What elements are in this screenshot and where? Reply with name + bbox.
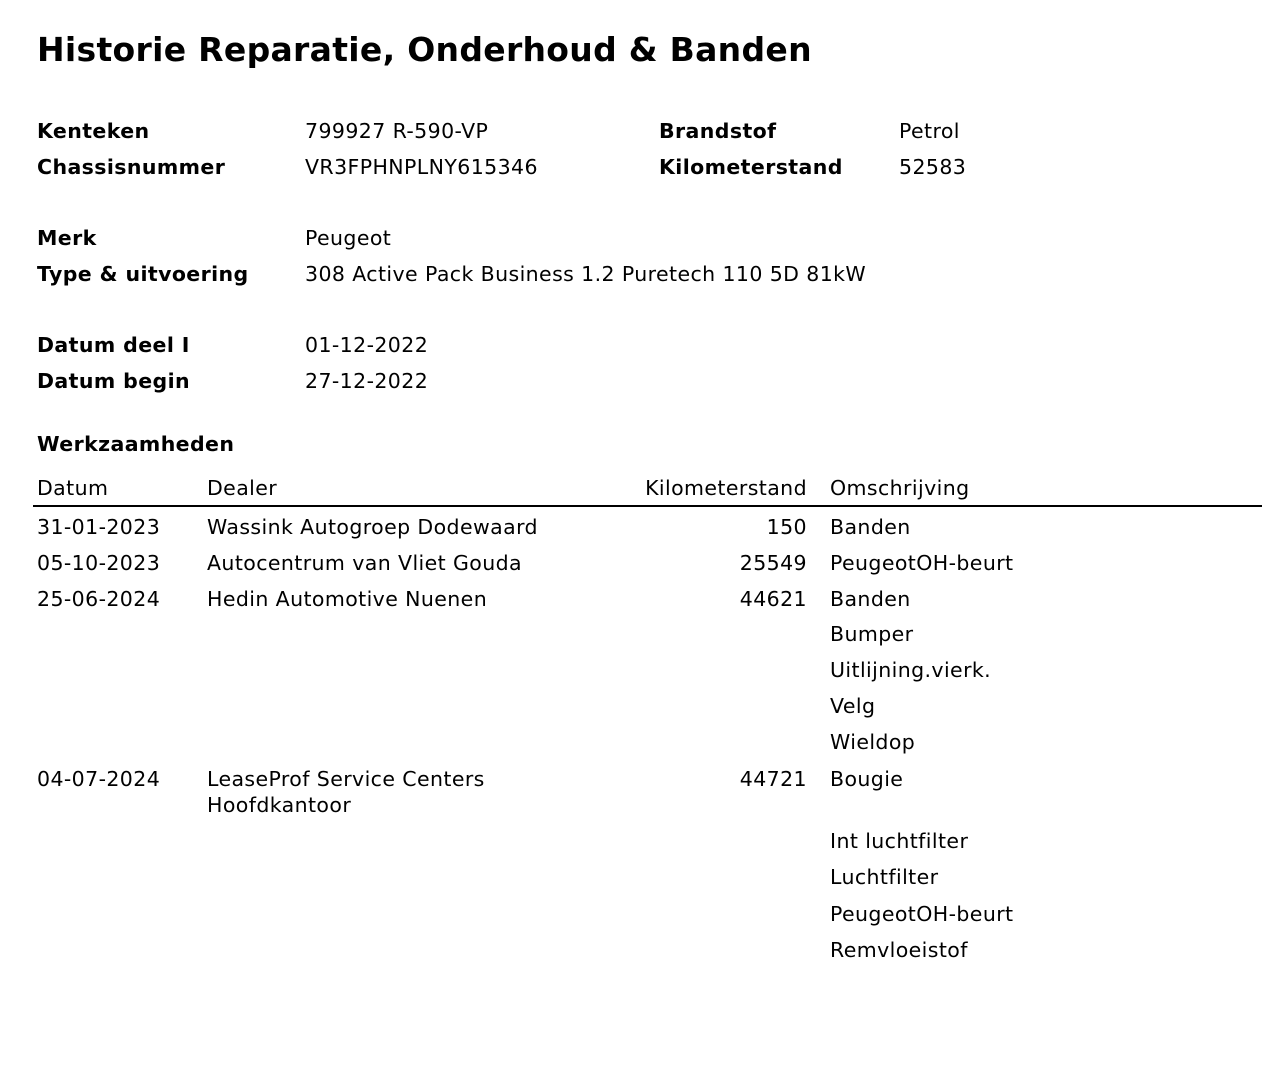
- datum-deel-value: 01-12-2022: [305, 333, 429, 357]
- row-omschrijving-item: Banden: [830, 587, 911, 611]
- chassisnummer-label: Chassisnummer: [37, 155, 226, 179]
- row-date: 04-07-2024: [37, 767, 161, 791]
- kenteken-value: 799927 R-590-VP: [305, 119, 489, 143]
- row-omschrijving-item: Banden: [830, 515, 911, 539]
- row-date: 25-06-2024: [37, 587, 161, 611]
- row-omschrijving-item: Wieldop: [830, 730, 916, 754]
- row-dealer: LeaseProf Service Centers: [207, 767, 485, 791]
- datum-begin-value: 27-12-2022: [305, 369, 429, 393]
- column-header-omschrijving: Omschrijving: [830, 476, 970, 500]
- kilometerstand-label: Kilometerstand: [659, 155, 843, 179]
- merk-label: Merk: [37, 226, 97, 250]
- row-dealer: Autocentrum van Vliet Gouda: [207, 551, 522, 575]
- type-value: 308 Active Pack Business 1.2 Puretech 110 5D 81kW: [305, 262, 867, 286]
- row-omschrijving-item: Uitlijning.vierk.: [830, 658, 992, 682]
- row-omschrijving-item: PeugeotOH-beurt: [830, 902, 1014, 926]
- row-date: 05-10-2023: [37, 551, 161, 575]
- kilometerstand-value: 52583: [899, 155, 967, 179]
- row-kilometerstand: 44721: [739, 767, 807, 791]
- row-date: 31-01-2023: [37, 515, 161, 539]
- datum-deel-label: Datum deel I: [37, 333, 190, 357]
- row-omschrijving-item: Bougie: [830, 767, 904, 791]
- row-omschrijving-item: Bumper: [830, 622, 914, 646]
- row-omschrijving-item: PeugeotOH-beurt: [830, 551, 1014, 575]
- column-header-datum: Datum: [37, 476, 109, 500]
- column-header-dealer: Dealer: [207, 476, 278, 500]
- document-title: Historie Reparatie, Onderhoud & Banden: [37, 30, 812, 69]
- row-omschrijving-item: Remvloeistof: [830, 938, 968, 962]
- brandstof-label: Brandstof: [659, 119, 777, 143]
- chassisnummer-value: VR3FPHNPLNY615346: [305, 155, 538, 179]
- type-label: Type & uitvoering: [37, 262, 249, 286]
- column-header-kilometerstand: Kilometerstand: [645, 476, 807, 500]
- row-dealer-line2: Hoofdkantoor: [207, 793, 352, 817]
- row-kilometerstand: 150: [766, 515, 807, 539]
- row-dealer: Wassink Autogroep Dodewaard: [207, 515, 538, 539]
- datum-begin-label: Datum begin: [37, 369, 191, 393]
- brandstof-value: Petrol: [899, 119, 960, 143]
- kenteken-label: Kenteken: [37, 119, 150, 143]
- row-omschrijving-item: Velg: [830, 694, 876, 718]
- row-dealer: Hedin Automotive Nuenen: [207, 587, 488, 611]
- header-divider: [33, 505, 1262, 507]
- row-kilometerstand: 25549: [739, 551, 807, 575]
- werkzaamheden-heading: Werkzaamheden: [37, 432, 235, 456]
- merk-value: Peugeot: [305, 226, 392, 250]
- row-kilometerstand: 44621: [739, 587, 807, 611]
- row-omschrijving-item: Luchtfilter: [830, 865, 939, 889]
- row-omschrijving-item: Int luchtfilter: [830, 829, 969, 853]
